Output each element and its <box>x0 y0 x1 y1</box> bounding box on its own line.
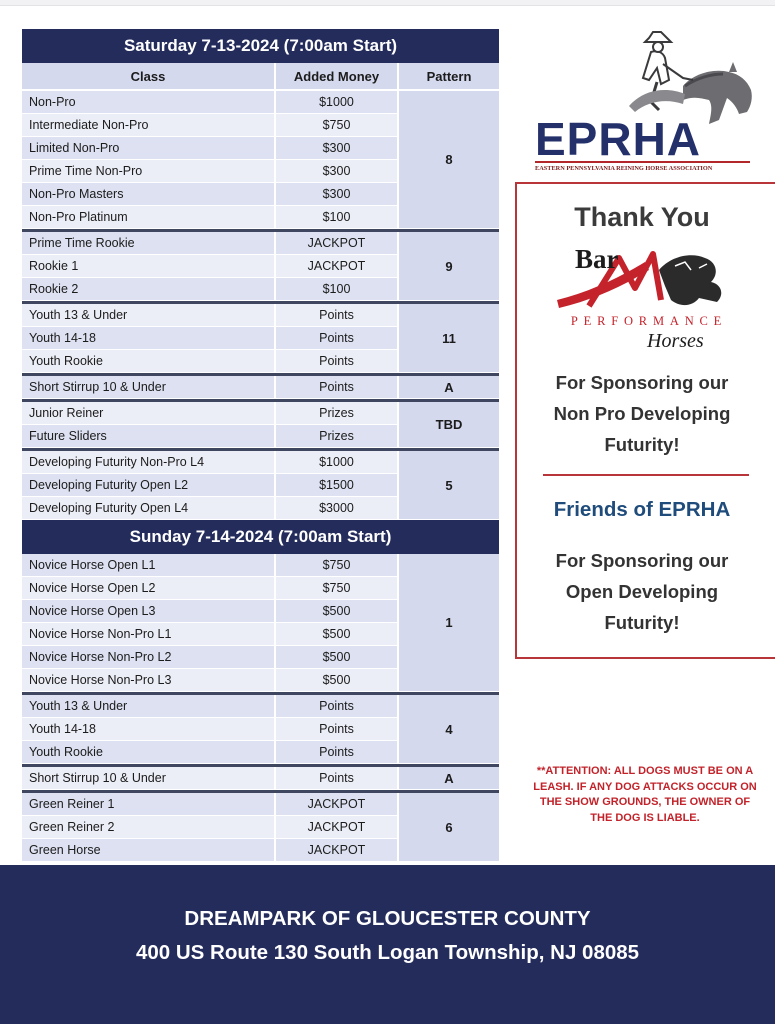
sponsor-divider <box>543 474 749 476</box>
added-money: JACKPOT <box>276 839 399 862</box>
class-name: Rookie 2 <box>22 278 276 301</box>
class-name: Limited Non-Pro <box>22 137 276 160</box>
table-row <box>22 767 399 790</box>
table-row <box>22 114 399 137</box>
class-name: Non-Pro Masters <box>22 183 276 206</box>
added-money: JACKPOT <box>276 816 399 839</box>
added-money: $500 <box>276 646 399 669</box>
class-name: Novice Horse Non-Pro L2 <box>22 646 276 669</box>
added-money: JACKPOT <box>276 255 399 278</box>
table-row <box>22 718 399 741</box>
table-row <box>22 206 399 229</box>
class-name: Intermediate Non-Pro <box>22 114 276 137</box>
class-group <box>22 448 499 520</box>
class-name: Green Horse <box>22 839 276 862</box>
column-header-pattern: Pattern <box>399 63 499 91</box>
class-group <box>22 399 499 448</box>
added-money: Prizes <box>276 425 399 448</box>
class-group <box>22 373 499 399</box>
added-money: Points <box>276 718 399 741</box>
table-row <box>22 327 399 350</box>
table-row <box>22 232 399 255</box>
table-row <box>22 554 399 577</box>
venue-name: DREAMPARK OF GLOUCESTER COUNTY <box>184 907 591 930</box>
class-name: Youth 13 & Under <box>22 695 276 718</box>
class-name: Junior Reiner <box>22 402 276 425</box>
added-money: $1000 <box>276 91 399 114</box>
class-name: Youth 13 & Under <box>22 304 276 327</box>
table-row <box>22 816 399 839</box>
table-row <box>22 278 399 301</box>
class-name: Green Reiner 2 <box>22 816 276 839</box>
pattern-cell: TBD <box>399 402 499 448</box>
added-money: $750 <box>276 554 399 577</box>
friends-of-eprha-heading: Friends of EPRHA <box>553 498 731 521</box>
pattern-cell: 8 <box>399 91 499 229</box>
class-name: Future Sliders <box>22 425 276 448</box>
added-money: $750 <box>276 577 399 600</box>
table-row <box>22 304 399 327</box>
pattern-cell: 6 <box>399 793 499 862</box>
added-money: $500 <box>276 600 399 623</box>
venue-address: 400 US Route 130 South Logan Township, NJ 08085 <box>135 941 640 964</box>
added-money: Points <box>276 304 399 327</box>
added-money: Points <box>276 767 399 790</box>
added-money: Points <box>276 327 399 350</box>
table-row <box>22 160 399 183</box>
added-money: $300 <box>276 160 399 183</box>
class-group <box>22 91 499 229</box>
class-name: Developing Futurity Non-Pro L4 <box>22 451 276 474</box>
table-row <box>22 623 399 646</box>
class-group <box>22 790 499 862</box>
pattern-cell: 9 <box>399 232 499 301</box>
added-money: Points <box>276 376 399 399</box>
thank-you-heading: Thank You <box>574 202 710 232</box>
sponsor-text-non-pro: For Sponsoring our Non Pro Developing Futurity! <box>553 372 731 455</box>
added-money: $100 <box>276 206 399 229</box>
class-group <box>22 229 499 301</box>
added-money: $1000 <box>276 451 399 474</box>
class-group <box>22 301 499 373</box>
table-row <box>22 402 399 425</box>
day-header: Sunday 7-14-2024 (7:00am Start) <box>22 520 499 554</box>
footer-banner <box>0 865 775 1024</box>
added-money: $500 <box>276 623 399 646</box>
table-row <box>22 474 399 497</box>
class-group <box>22 554 499 692</box>
class-name: Prime Time Non-Pro <box>22 160 276 183</box>
class-name: Novice Horse Open L3 <box>22 600 276 623</box>
pattern-cell: A <box>399 376 499 399</box>
table-row <box>22 137 399 160</box>
column-headers <box>22 63 499 91</box>
table-row <box>22 793 399 816</box>
added-money: JACKPOT <box>276 793 399 816</box>
table-row <box>22 497 399 520</box>
table-row <box>22 839 399 862</box>
logo-wordmark: EPRHA <box>535 113 702 165</box>
table-row <box>22 255 399 278</box>
added-money: $750 <box>276 114 399 137</box>
sponsor-box <box>515 182 775 659</box>
table-row <box>22 695 399 718</box>
table-row <box>22 376 399 399</box>
pattern-cell: 1 <box>399 554 499 692</box>
bar-m-word: Bar <box>575 244 619 274</box>
day-header: Saturday 7-13-2024 (7:00am Start) <box>22 29 499 63</box>
class-name: Developing Futurity Open L4 <box>22 497 276 520</box>
class-name: Non-Pro Platinum <box>22 206 276 229</box>
class-name: Novice Horse Non-Pro L3 <box>22 669 276 692</box>
class-name: Novice Horse Open L1 <box>22 554 276 577</box>
table-row <box>22 669 399 692</box>
table-row <box>22 741 399 764</box>
added-money: $300 <box>276 137 399 160</box>
performance-word: PERFORMANCE <box>570 314 728 328</box>
horses-word: Horses <box>647 330 704 352</box>
added-money: $1500 <box>276 474 399 497</box>
sponsor-text-open: For Sponsoring our Open Developing Futurity! <box>555 550 729 633</box>
added-money: Points <box>276 350 399 373</box>
table-row <box>22 451 399 474</box>
class-name: Novice Horse Non-Pro L1 <box>22 623 276 646</box>
table-row <box>22 425 399 448</box>
added-money: Prizes <box>276 402 399 425</box>
show-schedule <box>22 29 499 862</box>
added-money: $500 <box>276 669 399 692</box>
added-money: $300 <box>276 183 399 206</box>
added-money: Points <box>276 695 399 718</box>
added-money: $100 <box>276 278 399 301</box>
class-name: Developing Futurity Open L2 <box>22 474 276 497</box>
class-name: Green Reiner 1 <box>22 793 276 816</box>
top-border <box>0 0 775 6</box>
class-group <box>22 692 499 764</box>
logo-subtitle: EASTERN PENNSYLVANIA REINING HORSE ASSOCIATION <box>535 161 750 172</box>
class-name: Rookie 1 <box>22 255 276 278</box>
class-name: Novice Horse Open L2 <box>22 577 276 600</box>
table-row <box>22 350 399 373</box>
column-header-money: Added Money <box>276 63 399 91</box>
table-row <box>22 91 399 114</box>
class-name: Prime Time Rookie <box>22 232 276 255</box>
pattern-cell: 4 <box>399 695 499 764</box>
added-money: Points <box>276 741 399 764</box>
table-row <box>22 183 399 206</box>
class-name: Youth Rookie <box>22 350 276 373</box>
class-name: Non-Pro <box>22 91 276 114</box>
added-money: $3000 <box>276 497 399 520</box>
table-row <box>22 577 399 600</box>
table-row <box>22 646 399 669</box>
class-name: Short Stirrup 10 & Under <box>22 767 276 790</box>
class-name: Short Stirrup 10 & Under <box>22 376 276 399</box>
dog-leash-notice: **ATTENTION: ALL DOGS MUST BE ON A LEASH. IF ANY DOG ATTACKS OCCUR ON THE SHOW GROUNDS, THE OWNER OF THE DOG IS LIABLE. <box>533 765 757 824</box>
table-row <box>22 600 399 623</box>
column-header-class: Class <box>22 63 276 91</box>
bar-m-performance-logo <box>549 240 749 355</box>
pattern-cell: A <box>399 767 499 790</box>
added-money: JACKPOT <box>276 232 399 255</box>
class-name: Youth Rookie <box>22 741 276 764</box>
class-name: Youth 14-18 <box>22 718 276 741</box>
class-group <box>22 764 499 790</box>
eprha-logo <box>533 28 753 173</box>
pattern-cell: 5 <box>399 451 499 520</box>
pattern-cell: 11 <box>399 304 499 373</box>
class-name: Youth 14-18 <box>22 327 276 350</box>
